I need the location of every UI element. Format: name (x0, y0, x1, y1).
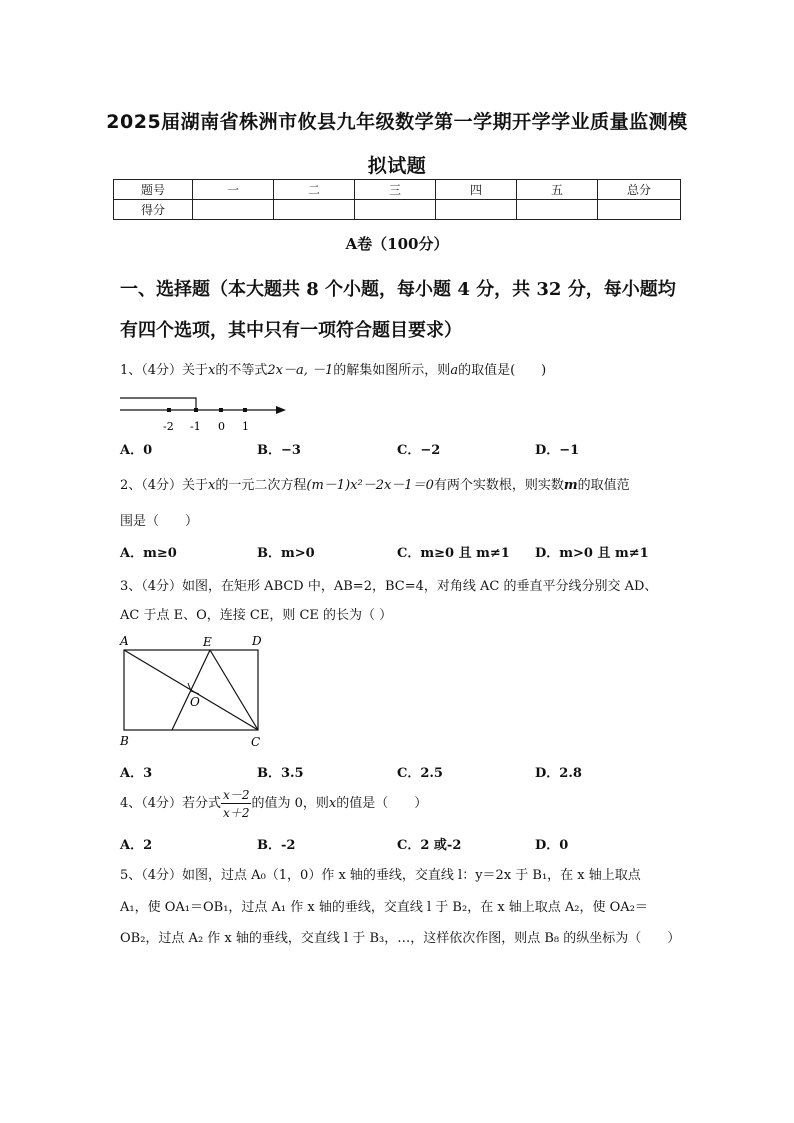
q2-stem-line2: 围是（ ） (120, 514, 199, 529)
section1-heading-line1: 一、选择题（本大题共 8 个小题，每小题 4 分，共 32 分，每小题均 (120, 279, 676, 300)
doc-title-line2: 拟试题 (367, 155, 427, 177)
q4-fraction (221, 786, 251, 821)
score-header-cell: 三 (355, 180, 436, 200)
q1-option-d: D．−1 (535, 443, 580, 458)
q1-mid2: 的解集如图所示，则 (333, 363, 451, 378)
q4-option-d: D．0 (535, 838, 569, 853)
q1-option-a: A．0 (120, 443, 153, 458)
q2-var-m: m (563, 478, 578, 493)
score-header-cell: 四 (436, 180, 517, 200)
doc-title-line1: 2025届湖南省株洲市攸县九年级数学第一学期开学学业质量监测模 (106, 111, 688, 133)
tick-mark (219, 408, 223, 412)
q2-var-x: x (208, 478, 216, 493)
label-c: C (251, 735, 261, 749)
label-a: A (120, 634, 129, 648)
tick-mark (243, 408, 247, 412)
tick-label: -1 (190, 420, 201, 433)
score-header-cell: 题号 (114, 180, 193, 200)
score-header-cell: 二 (274, 180, 355, 200)
q4-denominator: x＋2 (223, 806, 250, 820)
q3-stem-line1: 3、（4分）如图，在矩形 ABCD 中，AB=2，BC=4，对角线 AC 的垂直平分线分别交 AD、 (120, 579, 658, 594)
q4-suffix: 的值是（ ） (336, 796, 428, 811)
q2-equation: (m－1)x²－2x－1＝0 (306, 478, 434, 493)
label-b: B (120, 734, 129, 748)
q2-option-b: B．m>0 (257, 546, 315, 561)
q1-prefix: 1、（4分）关于 (120, 363, 209, 378)
q1-option-b: B．−3 (257, 443, 301, 458)
score-cell (193, 200, 274, 220)
score-cell (598, 200, 681, 220)
q2-option-a: A．m≥0 (120, 546, 177, 561)
q5-stem-line1: 5、（4分）如图，过点 A₀（1，0）作 x 轴的垂线，交直线 l：y＝2x 于 B₁，在 x 轴上取点 (120, 868, 641, 883)
q2-mid: 的一元二次方程 (215, 478, 307, 493)
q2-option-d: D．m>0 且 m≠1 (535, 546, 649, 561)
label-e: E (203, 635, 212, 649)
label-d: D (252, 634, 262, 648)
label-o: O (190, 695, 200, 709)
q4-numerator: x－2 (223, 788, 250, 802)
score-row-label: 得分 (114, 200, 193, 220)
score-table-score-row (114, 200, 681, 220)
tick-label: -2 (163, 420, 174, 433)
q5-stem-line2: A₁，使 OA₁＝OB₁，过点 A₁ 作 x 轴的垂线，交直线 l 于 B₂，在 x 轴上取点 A₂，使 OA₂＝ (120, 900, 648, 915)
q3-rectangle-figure (112, 632, 272, 752)
tick-label: 1 (242, 420, 249, 433)
score-table (113, 179, 681, 220)
q4-mid: 的值为 0，则 (251, 796, 329, 811)
q1-option-c: C．−2 (397, 443, 441, 458)
q4-var-x: x (328, 796, 337, 811)
section1-heading-line2: 有四个选项，其中只有一项符合题目要求） (120, 320, 462, 341)
score-cell (355, 200, 436, 220)
q4-prefix: 4、（4分）若分式 (120, 796, 222, 811)
section-a-heading: A卷（100分） (345, 235, 449, 253)
q4-option-c: C．2 或-2 (397, 838, 462, 853)
q2-suffix: 的取值范 (577, 478, 630, 493)
q5-stem-line3: OB₂，过点 A₂ 作 x 轴的垂线，交直线 l 于 B₃，…，这样依次作图，则点 B₈ 的纵坐标为（ ） (120, 931, 681, 946)
q1-number-line (118, 390, 293, 435)
score-header-cell: 五 (517, 180, 598, 200)
solution-set-bracket (120, 398, 196, 410)
segment-ce (210, 650, 258, 730)
q2-option-c: C．m≥0 且 m≠1 (397, 546, 510, 561)
q3-option-b: B．3.5 (257, 766, 304, 781)
q2-stem-line1 (120, 474, 630, 493)
q4-option-a: A．2 (120, 838, 153, 853)
q3-option-a: A．3 (120, 766, 153, 781)
q3-stem-line2: AC 于点 E、O，连接 CE，则 CE 的长为（ ） (120, 608, 393, 623)
q2-mid2: 有两个实数根，则实数 (433, 478, 564, 493)
q3-option-c: C．2.5 (397, 766, 443, 781)
q4-stem (120, 786, 427, 821)
q1-suffix: 的取值是( ) (458, 363, 547, 378)
q1-mid: 的不等式 (215, 363, 268, 378)
score-table-header-row (114, 180, 681, 200)
number-line-arrow (276, 406, 286, 414)
tick-mark (167, 408, 171, 412)
q1-var-a: a (450, 363, 459, 378)
score-cell (517, 200, 598, 220)
q1-inequality: 2x－a, －1 (267, 363, 334, 378)
q2-prefix: 2、（4分）关于 (120, 478, 209, 493)
q1-var-x: x (208, 363, 216, 378)
q1-stem (120, 359, 546, 378)
score-cell (436, 200, 517, 220)
score-header-cell: 一 (193, 180, 274, 200)
tick-mark (194, 408, 198, 412)
tick-label: 0 (218, 420, 225, 433)
q4-option-b: B．-2 (257, 838, 296, 853)
score-cell (274, 200, 355, 220)
q3-option-d: D．2.8 (535, 766, 582, 781)
score-header-cell: 总分 (598, 180, 681, 200)
